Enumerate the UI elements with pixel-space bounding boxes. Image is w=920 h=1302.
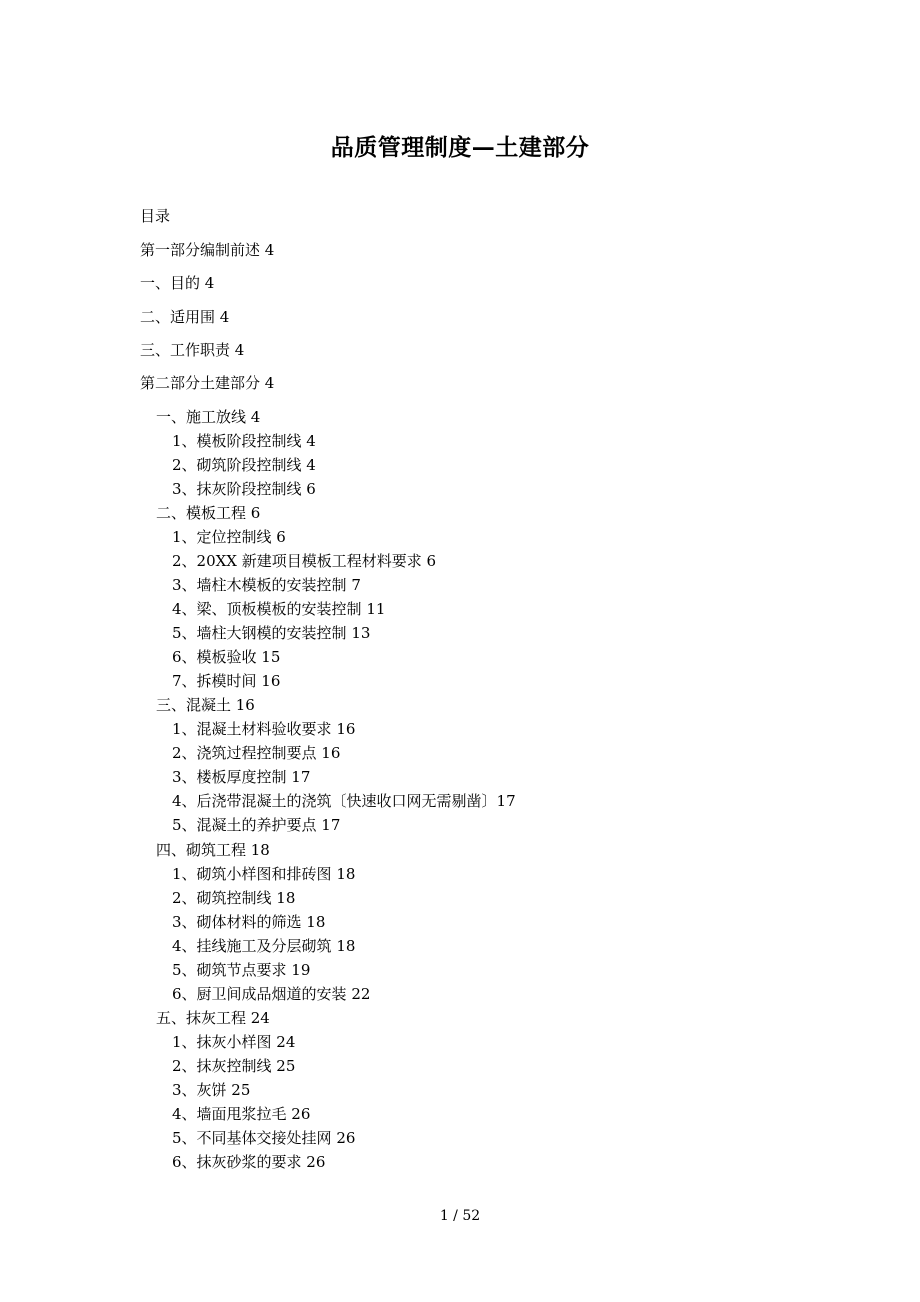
toc-section: 二、模板工程 6	[156, 504, 261, 522]
toc-subsection: 2、砌筑控制线 18	[172, 889, 296, 907]
toc-section: 五、抹灰工程 24	[156, 1009, 270, 1027]
toc-subsection: 4、梁、顶板模板的安装控制 11	[172, 600, 386, 618]
toc-entry: 一、目的 4	[140, 274, 215, 292]
toc-entry: 第一部分编制前述 4	[140, 241, 275, 259]
toc-subsection: 1、定位控制线 6	[172, 528, 286, 546]
toc-subsection: 2、砌筑阶段控制线 4	[172, 456, 316, 474]
toc-entry: 二、适用围 4	[140, 308, 230, 326]
toc-subsection: 5、不同基体交接处挂网 26	[172, 1129, 356, 1147]
toc-subsection: 4、后浇带混凝土的浇筑〔快速收口网无需剔凿〕17	[172, 792, 516, 810]
toc-subsection: 1、砌筑小样图和排砖图 18	[172, 865, 356, 883]
toc-subsection: 1、模板阶段控制线 4	[172, 432, 316, 450]
toc-subsection: 1、抹灰小样图 24	[172, 1033, 296, 1051]
toc-subsection: 3、灰饼 25	[172, 1081, 251, 1099]
toc-subsection: 4、挂线施工及分层砌筑 18	[172, 937, 356, 955]
toc-subsection: 5、混凝土的养护要点 17	[172, 816, 341, 834]
toc-subsection: 4、墙面甩浆拉毛 26	[172, 1105, 311, 1123]
toc-entry: 三、工作职责 4	[140, 341, 245, 359]
toc-section: 三、混凝土 16	[156, 696, 255, 714]
toc-subsection: 5、砌筑节点要求 19	[172, 961, 311, 979]
toc-subsection: 1、混凝土材料验收要求 16	[172, 720, 356, 738]
toc-section: 一、施工放线 4	[156, 408, 261, 426]
toc-subsection: 6、厨卫间成品烟道的安装 22	[172, 985, 371, 1003]
toc-subsection: 5、墙柱大钢模的安装控制 13	[172, 624, 371, 642]
toc-entry: 第二部分土建部分 4	[140, 374, 275, 392]
toc-subsection: 6、模板验收 15	[172, 648, 281, 666]
page-number: 1 / 52	[439, 1208, 481, 1224]
document-title: 品质管理制度—土建部分	[330, 134, 590, 161]
toc-heading: 目录	[140, 207, 171, 225]
toc-subsection: 2、浇筑过程控制要点 16	[172, 744, 341, 762]
toc-subsection: 7、拆模时间 16	[172, 672, 281, 690]
toc-subsection: 3、墙柱木模板的安装控制 7	[172, 576, 361, 594]
toc-subsection: 3、抹灰阶段控制线 6	[172, 480, 316, 498]
toc-section: 四、砌筑工程 18	[156, 841, 270, 859]
toc-subsection: 3、砌体材料的筛选 18	[172, 913, 326, 931]
toc-subsection: 6、抹灰砂浆的要求 26	[172, 1153, 326, 1171]
toc-subsection: 2、20XX 新建项目模板工程材料要求 6	[172, 552, 437, 570]
toc-subsection: 2、抹灰控制线 25	[172, 1057, 296, 1075]
toc-subsection: 3、楼板厚度控制 17	[172, 768, 311, 786]
